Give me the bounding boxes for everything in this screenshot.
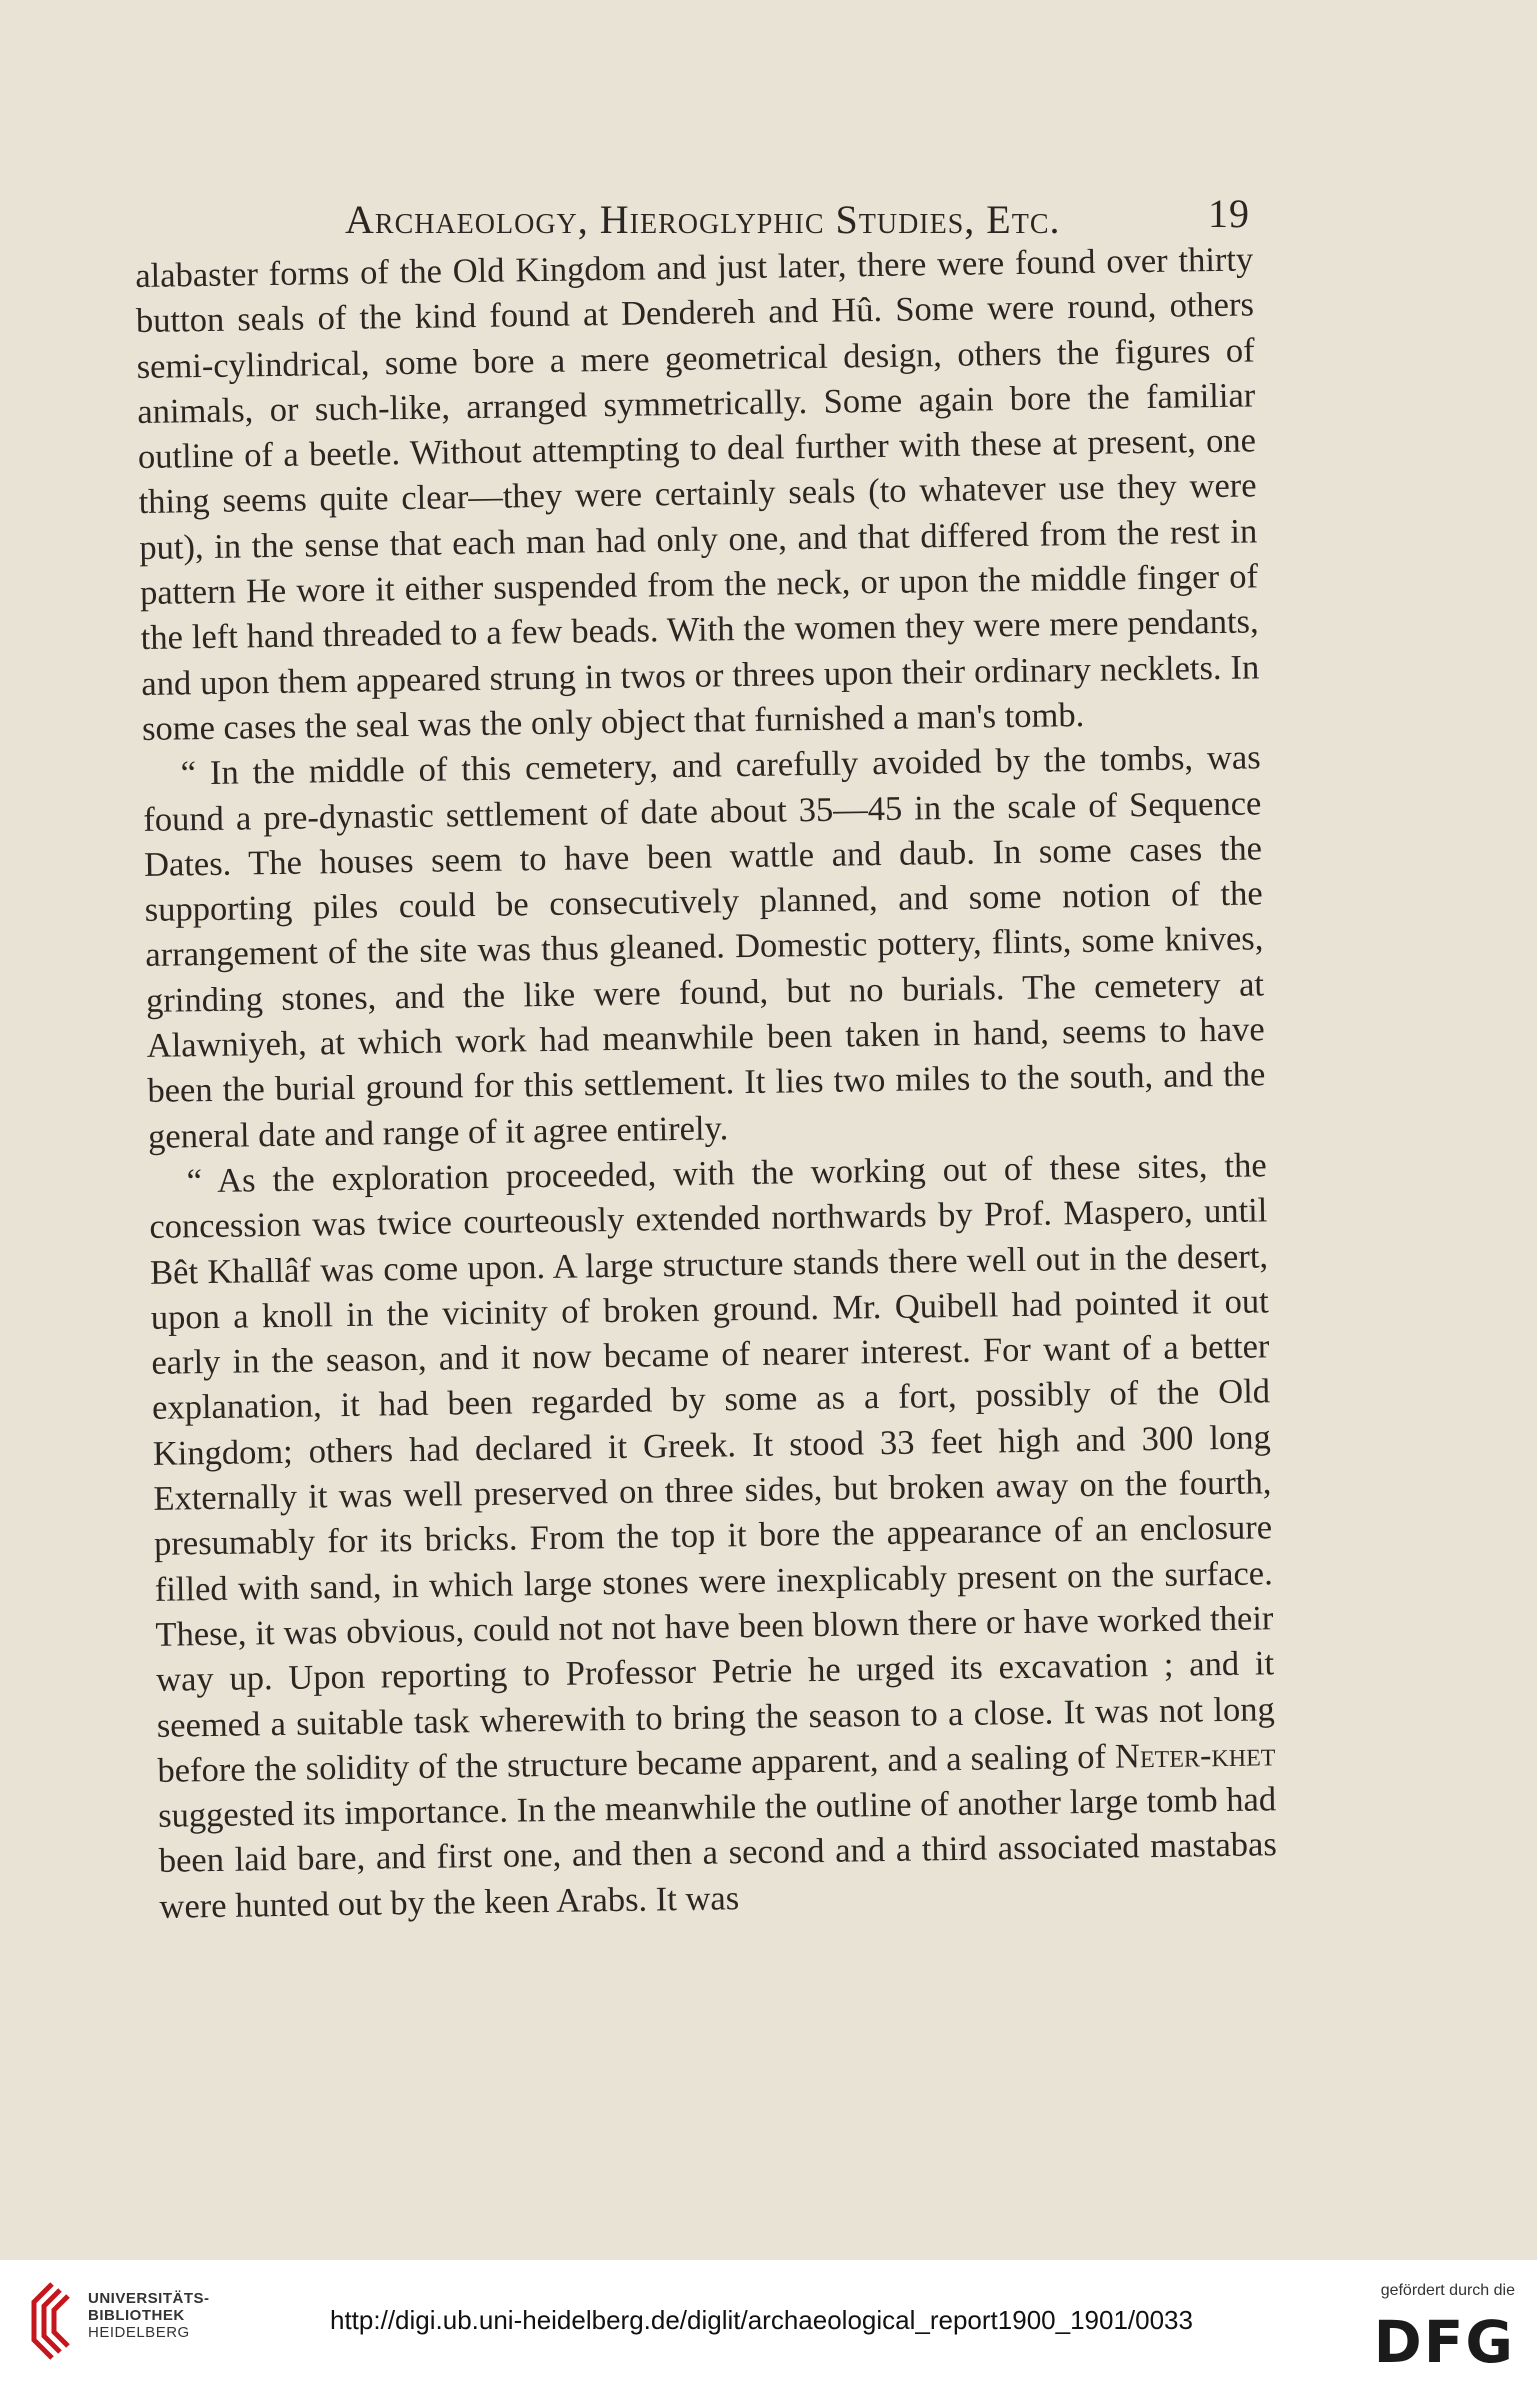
library-name-line: HEIDELBERG [88,2324,190,2341]
funder-caption: gefördert durch die [1380,2282,1515,2299]
library-name-line: UNIVERSITÄTS- [88,2290,210,2307]
library-name [88,2290,210,2341]
page-number: 19 [1208,191,1250,236]
running-head-title: Archaeology, Hieroglyphic Studies, Etc. [345,197,1061,242]
paragraph [148,1143,1277,1930]
paragraph: “ In the middle of this cemetery, and carefully avoided by the tombs, was found a pre-dynastic settlement of date about 35—45 in the scale of Sequence Dates. The houses seem to have been wattle and daub. In some cases the supporting piles could be consecutively planned, and some notion of the arrangement of the site was thus gleaned. Domestic pottery, flints, some knives, grinding stones, and the like were found, but no burials. The cemetery at Alawniyeh, at which work had meanwhile been taken in hand, seems to have been the burial ground for this settlement. It lies two miles to the south, and the general date and range of it agree entirely. [143,738,1266,1156]
paragraph-text: suggested its importance. In the meanwhile the outline of another large tomb had been laid bare, and first one, and then a second and a third associated mastabas were hunted out by the keen Arabs. It was [157,1780,1278,1926]
dfg-logo: DFG [1373,2308,1515,2376]
royal-name: Neter-khet [1114,1735,1276,1776]
permalink[interactable]: http://digi.ub.uni-heidelberg.de/diglit/archaeological_report1900_1901/0033 [330,2305,1193,2335]
footer-bar [0,2260,1537,2385]
library-logo-icon [30,2280,80,2362]
library-name-line: BIBLIOTHEK [88,2307,185,2324]
running-head [345,191,1250,243]
paragraph: alabaster forms of the Old Kingdom and just later, there were found over thirty button seals of the kind found at Dendereh and Hû. Some were round, others semi-cylindrical, some bore a mere geometrical design, others the figures of animals, or such-like, arranged symmetrically. Some again bore the familiar outline of a beetle. Without attempting to deal further with these at present, one thing seems quite clear—they were certainly seals (to whatever use they were put), in the sense that each man had only one, and that differed from the rest in pattern He wore it either suspended from the neck, or upon the middle finger of the left hand threaded to a few beads. With the women they were mere pendants, and upon them appeared strung in twos or threes upon their ordinary necklets. In some cases the seal was the only object that furnished a man's tomb. [135,240,1260,748]
paragraph-text: “ As the exploration proceeded, with the working out of these sites, the concession was twice courteously extended northwards by Prof. Maspero, until Bêt Khallâf was come upon. A large structure stands there well out in the desert, upon a knoll in the vicinity of broken ground. Mr. Quibell had pointed it out early in the season, and it now became of nearer interest. For want of a better explanation, it had been regarded by some as a fort, possibly of the Old Kingdom; others had declared it Greek. It stood 33 feet high and 300 long Externally it was well preserved on three sides, but broken away on the fourth, presumably for its bricks. From the top it bore the appearance of an enclosure filled with sand, in which large stones were inexplicably present on the surface. These, it was obvious, could not not have been blown there or have worked their way up. Upon reporting to Professor Petrie he urged its excavation ; and it seemed a suitable task wherewith to bring the season to a close. It was not long before the solidity of the structure became apparent, and a sealing of [149,1146,1275,1790]
body-text [135,237,1278,1929]
